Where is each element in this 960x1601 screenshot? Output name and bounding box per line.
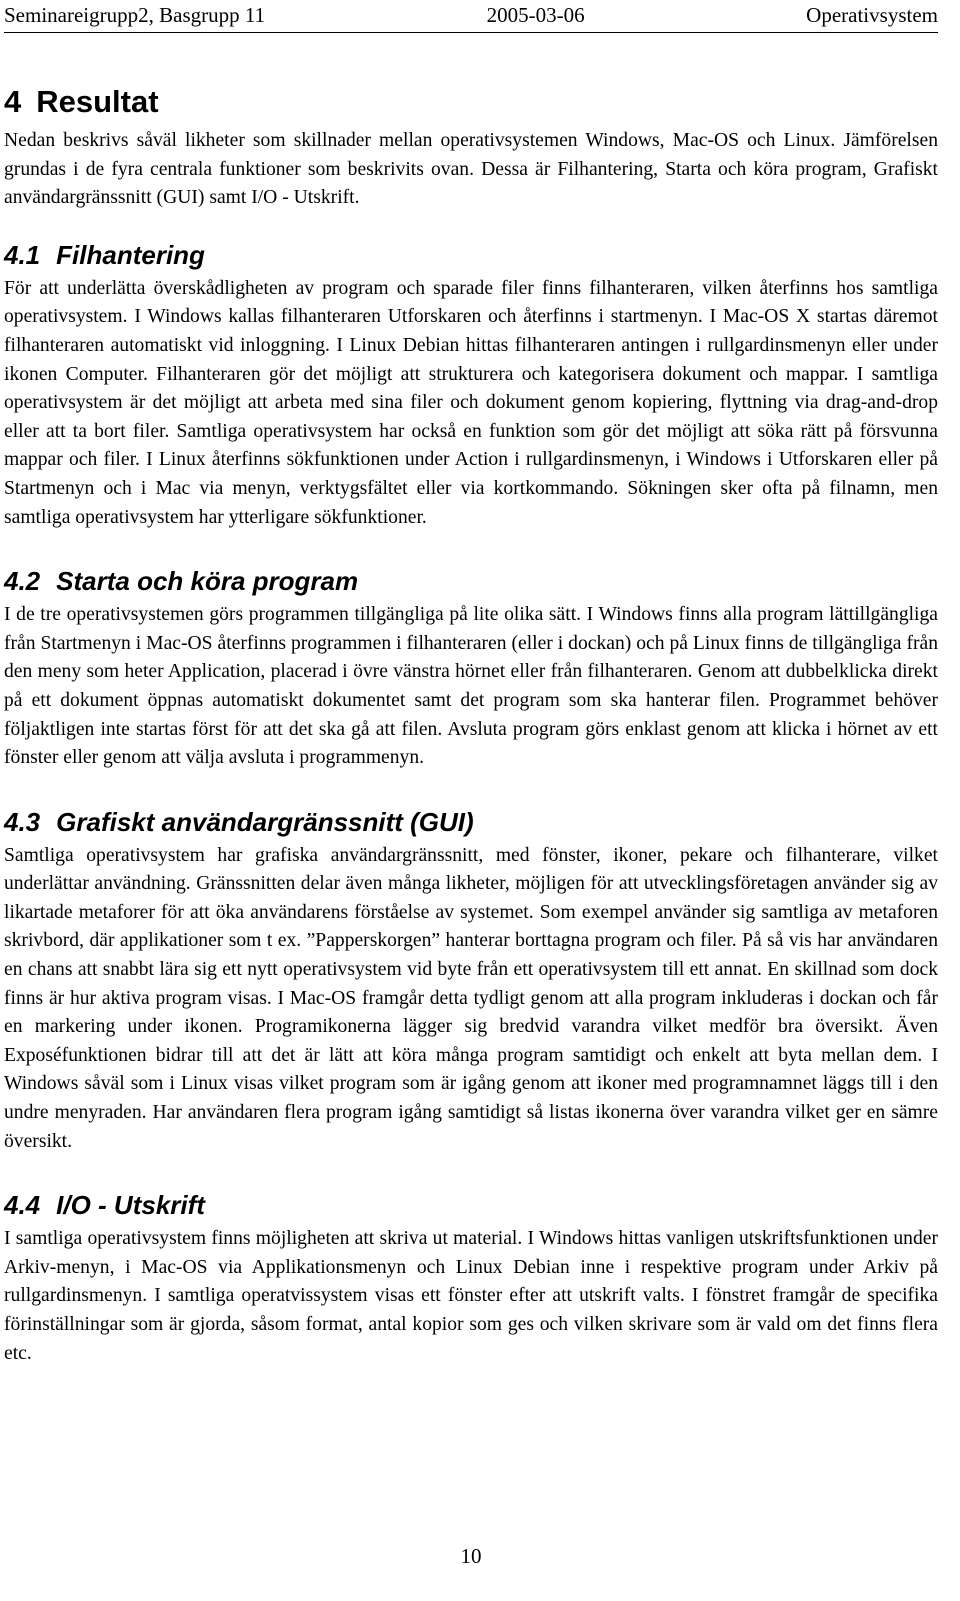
section-title: Filhantering [56,239,205,270]
section-paragraph-4-3: Samtliga operativsystem har grafiska användargränssnitt, med fönster, ikoner, pekare och filhanterare, vilket underlättar användning. Gränssnitten delar även många likheter, möjligen för att utvecklingsföretagen använder sig av likartade metaforer för att öka användarens förståelse av systemet. Som exempel använder sig samtliga av metaforen skrivbord, där applikationer som t ex. ”Papperskorgen” hanterar borttagna program och filer. På så vis har användaren en chans att snabbt lära sig ett nytt operativsystem vid byte från ett operativsystem till ett annat. En skillnad som dock finns är hur aktiva program visas. I Mac-OS framgår detta tydligt genom att alla program inkluderas i dockan och får en markering under ikonen. Programikonerna lägger sig bredvid varandra vilket medför bra översikt. Även Exposéfunktionen bidrar till att det är lätt att köra många program samtidigt och enkelt att byta mellan dem. I Windows såväl som i Linux visas vilket program som är igång genom att ikoner med programnamnet läggs till i den undre menyraden. Har användaren flera program igång samtidigt så listas ikonerna över varandra vilket ger en sämre översikt. [4,844,938,1152]
section-heading-4-2 [4,565,938,597]
section-number: 4.1 [4,239,41,270]
section-heading-4-1 [4,239,938,271]
chapter-title: Resultat [36,84,159,119]
section-heading-4-4 [4,1189,938,1221]
page-number: 10 [460,1544,482,1568]
section-paragraph-4-1: För att underlätta överskådligheten av program och sparade filer finns filhanteraren, vilken återfinns hos samtliga operativsystem. I Windows kallas filhanteraren Utforskaren och återfinns i startmenyn. I Mac-OS X startas däremot filhanteraren automatiskt vid inloggning. I Linux Debian hittas filhanteraren antingen i rullgardinsmenyn eller under ikonen Computer. Filhanteraren gör det möjligt att strukturera och kategorisera dokument och mappar. I samtliga operativsystem är det möjligt att arbeta med sina filer och dokument genom kopiering, flyttning via drag-and-drop eller att ta bort filer. Samtliga operativsystem har också en funktion som gör det möjligt att söka rätt på försvunna mappar och filer. I Linux återfinns sökfunktionen under Action i rullgardinsmenyn, i Windows i Utforskaren eller på Startmenyn och i Mac via menyn, verktygsfältet eller via kortkommando. Sökningen sker ofta på filnamn, men samtliga operativsystem har ytterligare sökfunktioner. [4,277,938,528]
section-heading-4-3 [4,806,938,838]
document-page [4,0,938,1368]
running-header [4,0,938,32]
section-number: 4.2 [4,566,41,597]
chapter-heading [4,84,938,120]
header-group: Seminareigrupp2, Basgrupp 11 [4,3,266,27]
header-rule [4,32,938,33]
section-title: Grafiskt användargränssnitt (GUI) [56,806,474,837]
section-number: 4.4 [4,1190,41,1221]
section-number: 4.3 [4,806,41,837]
section-paragraph-4-4: I samtliga operativsystem finns möjligheten att skriva ut material. I Windows hittas vanligen utskriftsfunktionen under Arkiv-menyn, i Mac-OS via Applikationsmenyn och Linux Debian inne i respektive program under Arkiv på rullgardinsmenyn. I samtliga operatvissystem visas ett fönster efter att utskrift valts. I fönstret framgår de specifika förinställningar som är gjorda, såsom format, antal kopior som ges och vilken skrivare som är vald om det finns flera etc. [4,1228,938,1364]
section-title: Starta och köra program [56,566,359,597]
chapter-intro: Nedan beskrivs såväl likheter som skillnader mellan operativsystemen Windows, Mac-OS och Linux. Jämförelsen grundas i de fyra centrala funktioner som beskrivits ovan. Dessa är Filhantering, Starta och köra program, Grafiskt användargränssnitt (GUI) samt I/O - Utskrift. [4,130,938,209]
section-paragraph-4-2: I de tre operativsystemen görs programmen tillgängliga på lite olika sätt. I Windows finns alla program lättillgängliga från Startmenyn i Mac-OS återfinns programmen i filhanteraren (eller i dockan) och på Linux finns de tillgängliga från den meny som heter Application, placerad i övre vänstra hörnet eller från filhanteraren. Genom att dubbelklicka direkt på ett dokument öppnas automatiskt dokumentet samt det program som ska hanterar filen. Programmet behöver följaktligen inte startas först för att det ska gå att filen. Avsluta program görs enklast genom att klicka i hörnet av ett fönster eller genom att välja avsluta i programmenyn. [4,604,938,769]
section-title: I/O - Utskrift [56,1190,205,1221]
chapter-number: 4 [4,84,22,119]
header-date: 2005-03-06 [486,3,585,27]
header-topic: Operativsystem [806,3,938,27]
